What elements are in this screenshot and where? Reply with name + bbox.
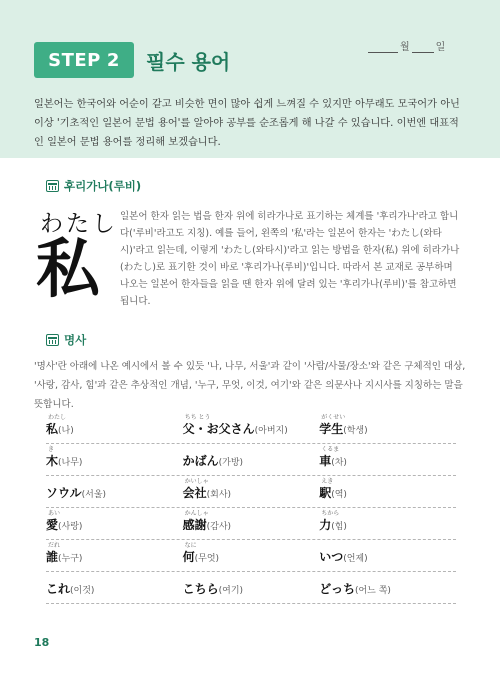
vocab-meaning: (아버지)	[254, 426, 288, 436]
vocab-item	[319, 542, 456, 567]
step-number: 2	[106, 49, 120, 71]
vocab-item	[46, 478, 183, 503]
vocab-item	[183, 414, 320, 439]
date-fields	[366, 38, 445, 53]
vocab-meaning: (힘)	[331, 522, 347, 532]
vocab-item	[46, 542, 183, 567]
vocab-meaning: (회사)	[206, 490, 232, 500]
noun-section-heading	[46, 332, 86, 348]
vocab-item	[319, 446, 456, 471]
vocab-word: 愛	[46, 518, 59, 532]
vocab-item	[319, 510, 456, 535]
vocab-meaning: (언제)	[343, 554, 368, 564]
ruby: あい	[48, 510, 61, 517]
vocab-word: 会社	[182, 486, 207, 500]
notebook-icon	[46, 334, 59, 346]
vocab-item	[46, 510, 183, 535]
step-label: STEP	[48, 49, 101, 71]
vocab-word: こちら	[182, 582, 219, 596]
month-blank[interactable]	[368, 42, 398, 53]
vocab-word: 何	[182, 550, 195, 564]
vocab-item	[46, 446, 183, 471]
ruby	[185, 446, 320, 454]
vocab-item	[183, 478, 320, 503]
vocab-meaning: (학생)	[343, 426, 368, 436]
page-title: 필수 용어	[146, 49, 231, 74]
day-label: 일	[435, 42, 446, 53]
ruby: かいしゃ	[184, 478, 209, 485]
vocab-word: 駅	[319, 486, 332, 500]
vocab-word: 車	[319, 454, 332, 468]
vocabulary-grid	[46, 412, 456, 604]
vocab-word: 力	[319, 518, 332, 532]
vocab-meaning: (무엇)	[194, 554, 220, 564]
day-blank[interactable]	[412, 42, 434, 53]
vocab-word: 木	[46, 454, 59, 468]
ruby: ちから	[321, 510, 340, 517]
vocab-item	[46, 414, 183, 439]
vocab-meaning: (서울)	[81, 490, 107, 500]
ruby: わたし	[48, 414, 67, 421]
ruby	[321, 542, 456, 550]
vocab-item	[46, 574, 183, 599]
vocab-meaning: (나)	[58, 426, 74, 436]
vocab-item	[319, 414, 456, 439]
vocab-meaning: (누구)	[58, 554, 83, 564]
vocab-row	[46, 412, 456, 444]
vocab-word: 私	[46, 422, 59, 436]
ruby	[48, 478, 183, 486]
ruby: だれ	[48, 542, 61, 549]
vocab-word: 父・お父さん	[182, 422, 255, 436]
vocab-item	[183, 574, 320, 599]
vocab-meaning: (나무)	[58, 458, 83, 468]
noun-heading-text: 명사	[64, 333, 87, 347]
ruby	[321, 574, 456, 582]
vocab-word: どっち	[319, 582, 355, 596]
vocab-meaning: (가방)	[218, 458, 244, 468]
vocab-meaning: (어느 쪽)	[354, 586, 391, 596]
vocab-meaning: (이것)	[70, 586, 95, 596]
ruby	[48, 574, 183, 582]
vocab-row	[46, 476, 456, 508]
vocab-item	[183, 446, 320, 471]
vocab-row	[46, 572, 456, 604]
vocab-word: 学生	[319, 422, 344, 436]
noun-explanation: '명사'란 아래에 나온 예시에서 볼 수 있듯 '나, 나무, 서울'과 같이 '사람/사물/장소'와 같은 구체적인 대상, '사랑, 감사, 힘'과 같은 추상적인 개념, '누구, 무엇, 이것, 여기'와 같은 의문사나 지시사를 지칭하는 말을 뜻합니다.	[34, 361, 466, 410]
vocab-meaning: (사랑)	[58, 522, 83, 532]
example-kanji: 私	[36, 233, 100, 307]
furigana-heading-text: 후리가나(루비)	[64, 179, 142, 193]
vocab-meaning: (역)	[331, 490, 347, 500]
vocab-meaning: (여기)	[218, 586, 244, 596]
vocab-word: 感謝	[182, 518, 207, 532]
month-label: 월	[400, 42, 410, 53]
vocab-word: かばん	[182, 454, 219, 468]
intro-paragraph: 일본어는 한국어와 어순이 같고 비슷한 면이 많아 쉽게 느껴질 수 있지만 아무래도 모국어가 아닌 이상 '기초적인 일본어 문법 용어'를 알아야 공부를 순조롭게 해 나갈 수 있습니다. 이번엔 대표적인 일본어 문법 용어를 정리해 보겠습니다.	[34, 99, 460, 148]
ruby: くるま	[321, 446, 340, 453]
notebook-icon	[46, 180, 59, 192]
step-badge	[34, 42, 134, 78]
vocab-word: いつ	[319, 550, 344, 564]
vocab-meaning: (차)	[331, 458, 347, 468]
ruby: えき	[321, 478, 334, 485]
vocab-word: ソウル	[46, 486, 82, 500]
vocab-row	[46, 444, 456, 476]
vocab-row	[46, 508, 456, 540]
vocab-item	[183, 510, 320, 535]
furigana-explanation: 일본어 한자 읽는 법을 한자 위에 히라가나로 표기하는 체계를 '후리가나'라고 합니다('루비'라고도 지칭). 예를 들어, 왼쪽의 '私'라는 일본어 한자는 'わたし(와타시)'라고 읽는데, 이렇게 'わたし(와타시)'라고 읽는 방법을 한자(私) 위에 히라가나(わたし)로 표기한 것이 바로 '후리가나(루비)'입니다. 따라서 본 교재로 공부하며 나오는 일본어 한자들을 읽을 땐 한자 위에 달려 있는 '후리가나(루비)'를 참고하면 됩니다.	[120, 211, 460, 307]
furigana-section-heading	[46, 178, 141, 194]
ruby: なに	[184, 542, 197, 549]
vocab-item	[319, 478, 456, 503]
ruby: ちち とう	[184, 414, 211, 421]
ruby: き	[48, 446, 55, 453]
vocab-item	[183, 542, 320, 567]
example-reading: わたし	[40, 211, 118, 237]
vocab-row	[46, 540, 456, 572]
vocab-item	[319, 574, 456, 599]
ruby: かんしゃ	[184, 510, 209, 517]
vocab-word: これ	[46, 582, 71, 596]
vocab-meaning: (감사)	[206, 522, 232, 532]
ruby	[185, 574, 320, 582]
vocab-word: 誰	[46, 550, 59, 564]
page-number: 18	[34, 636, 50, 649]
ruby: がくせい	[321, 414, 346, 421]
